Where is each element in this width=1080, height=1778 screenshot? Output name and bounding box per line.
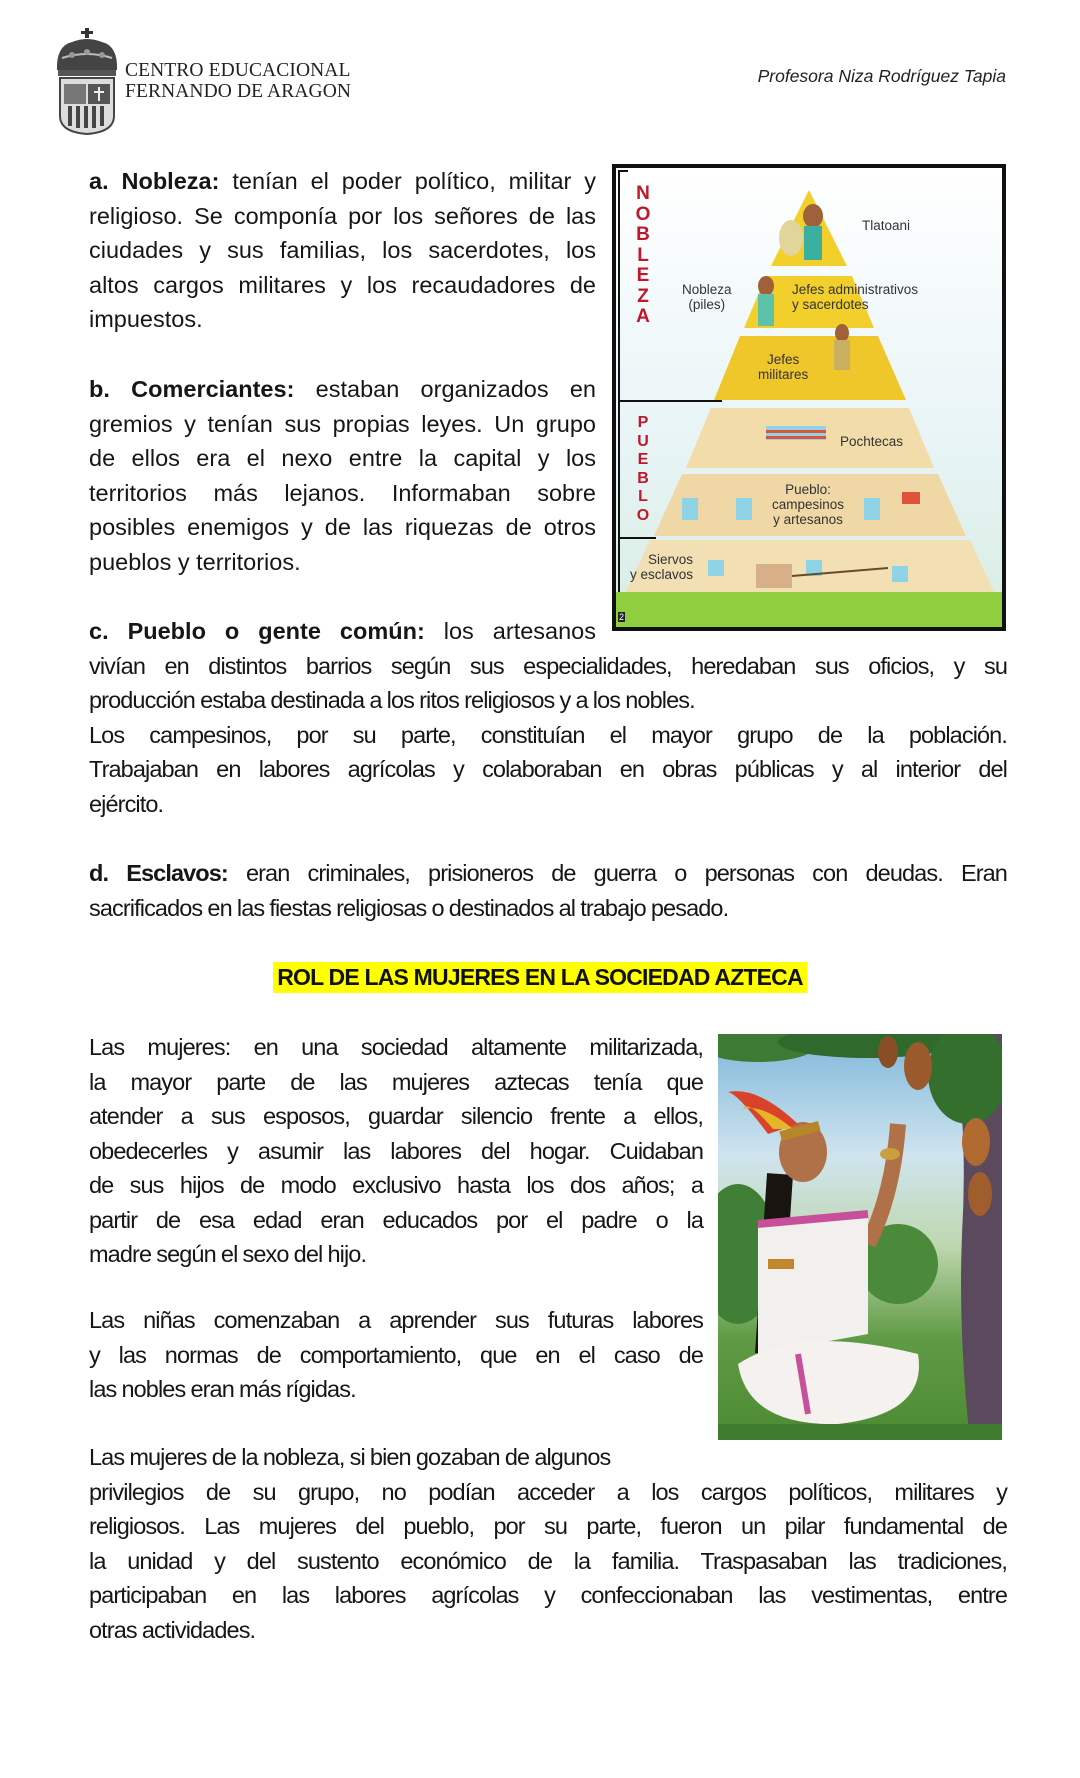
section-title-wrap	[0, 962, 1080, 993]
side-letter: Z	[637, 285, 649, 307]
label-nobleza-piles	[682, 282, 732, 312]
label-jefes-administrativos	[792, 282, 918, 312]
social-pyramid-figure	[612, 164, 1006, 631]
label-line: Siervos	[648, 552, 694, 567]
label-tlatoani: Tlatoani	[862, 218, 911, 233]
label-jefes-militares	[758, 352, 808, 382]
text-line: de sus hijos de modo exclusivo hasta los dos años; a	[89, 1172, 703, 1198]
text-line: ejército.	[89, 790, 164, 817]
text-line: posibles enemigos y de las riquezas de otros	[89, 514, 596, 540]
label-line: Pueblo:	[785, 482, 831, 497]
school-name-line1: CENTRO EDUCACIONAL	[125, 60, 351, 81]
esclavos-label: d. Esclavos:	[89, 860, 228, 886]
text-line: los artesanos	[424, 618, 596, 644]
text-line: vivían en distintos barrios según sus especialidades, heredaban sus oficios, y su	[89, 652, 1007, 679]
pueblo-label: c. Pueblo o gente común:	[89, 618, 425, 644]
women-paragraph-2	[89, 1303, 703, 1407]
text-line: partir de esa edad eran educados por el padre o la	[89, 1206, 703, 1233]
text-line: pueblos y territorios.	[89, 548, 301, 575]
side-letter: L	[637, 244, 649, 266]
section-comerciantes	[89, 372, 596, 579]
section-esclavos	[89, 856, 1007, 925]
label-line: Jefes administrativos	[792, 282, 919, 297]
text-line: la mayor parte de las mujeres aztecas tenía que	[89, 1068, 703, 1095]
label-line: militares	[758, 367, 809, 382]
side-letter: B	[637, 469, 649, 487]
text-line: obedecerles y asumir las labores del hogar. Cuidaban	[89, 1137, 703, 1164]
school-name	[125, 60, 351, 102]
side-letter: B	[636, 224, 650, 245]
text-line: la unidad y del sustento económico de la familia. Traspasaban las tradiciones,	[89, 1547, 1007, 1574]
teacher-name: Profesora Niza Rodríguez Tapia	[757, 66, 1006, 86]
text-line: Las mujeres de la nobleza, si bien gozaban de algunos	[89, 1444, 611, 1470]
side-letter: E	[636, 265, 650, 286]
figure-number: 2	[619, 612, 625, 622]
label-line: y esclavos	[630, 567, 694, 582]
side-label-pueblo	[634, 414, 652, 525]
text-line: las nobles eran más rígidas.	[89, 1376, 356, 1402]
side-letter: O	[635, 203, 651, 225]
text-line: Las niñas comenzaban a aprender sus futuras labores	[89, 1307, 703, 1333]
side-label-nobleza	[634, 184, 652, 328]
section-nobleza	[89, 164, 596, 337]
text-line: sacrificados en las fiestas religiosas o destinados al trabajo pesado.	[89, 894, 729, 921]
label-line: Jefes	[766, 352, 800, 367]
section-pueblo	[89, 614, 1007, 821]
text-line: impuestos.	[89, 306, 203, 332]
text-line: Las mujeres: en una sociedad altamente militarizada,	[89, 1034, 703, 1060]
nobleza-label: a. Nobleza:	[89, 168, 220, 194]
women-paragraph-1	[89, 1030, 703, 1272]
text-line: estaban organizados en	[294, 376, 596, 402]
text-line: participaban en las labores agrícolas y confeccionaban las vestimentas, entre	[89, 1582, 1007, 1608]
aztec-woman-illustration-icon	[718, 1034, 1002, 1440]
label-line: campesinos	[772, 497, 845, 512]
side-letter: E	[637, 451, 649, 468]
text-line: tenían el poder político, militar y	[219, 168, 596, 194]
text-line: privilegios de su grupo, no podían acceder a los cargos políticos, militares y	[89, 1478, 1007, 1505]
text-line: madre según el sexo del hijo.	[89, 1241, 367, 1267]
text-line: religiosos. Las mujeres del pueblo, por su parte, fueron un pilar fundamental de	[89, 1513, 1007, 1539]
text-line: ciudades y sus familias, los sacerdotes, los	[89, 237, 596, 263]
comerciantes-label: b. Comerciantes:	[89, 376, 295, 402]
side-letter: O	[636, 506, 650, 524]
label-line: y artesanos	[773, 512, 843, 527]
text-line: territorios más lejanos. Informaban sobre	[89, 479, 596, 506]
text-line: y las normas de comportamiento, que en el caso de	[89, 1341, 703, 1368]
school-name-line2: FERNANDO DE ARAGON	[125, 81, 352, 102]
page-header	[0, 0, 1080, 140]
text-line: otras actividades.	[89, 1616, 256, 1643]
text-line: gremios y tenían sus propias leyes. Un grupo	[89, 410, 596, 437]
label-line: Nobleza	[682, 282, 732, 297]
section-title: ROL DE LAS MUJERES EN LA SOCIEDAD AZTECA	[273, 962, 807, 993]
label-pochtecas: Pochtecas	[840, 434, 904, 449]
label-pueblo	[772, 482, 844, 527]
side-letter: A	[636, 306, 650, 327]
label-line: (piles)	[688, 297, 726, 312]
side-letter: U	[637, 432, 649, 450]
text-line: atender a sus esposos, guardar silencio frente a ellos,	[89, 1103, 703, 1129]
women-paragraph-3	[89, 1440, 1007, 1647]
text-line: eran criminales, prisioneros de guerra o personas con deudas. Eran	[227, 860, 1007, 886]
text-line: altos cargos militares y los recaudadores de	[89, 271, 596, 298]
school-crest-icon	[52, 28, 122, 136]
side-letter: P	[637, 414, 649, 431]
text-line: Los campesinos, por su parte, constituían el mayor grupo de la población.	[89, 721, 1007, 748]
text-line: producción estaba destinada a los ritos religiosos y a los nobles.	[89, 687, 695, 713]
label-siervos-esclavos	[630, 552, 693, 582]
aztec-woman-image	[718, 1034, 1002, 1440]
text-line: de ellos era el nexo entre la capital y los	[89, 445, 596, 471]
side-letter: L	[638, 488, 648, 505]
label-line: y sacerdotes	[792, 297, 869, 312]
text-line: religioso. Se componía por los señores de las	[89, 202, 596, 229]
text-line: Trabajaban en labores agrícolas y colaboraban en obras públicas y al interior del	[89, 756, 1007, 782]
side-letter: N	[636, 183, 650, 204]
